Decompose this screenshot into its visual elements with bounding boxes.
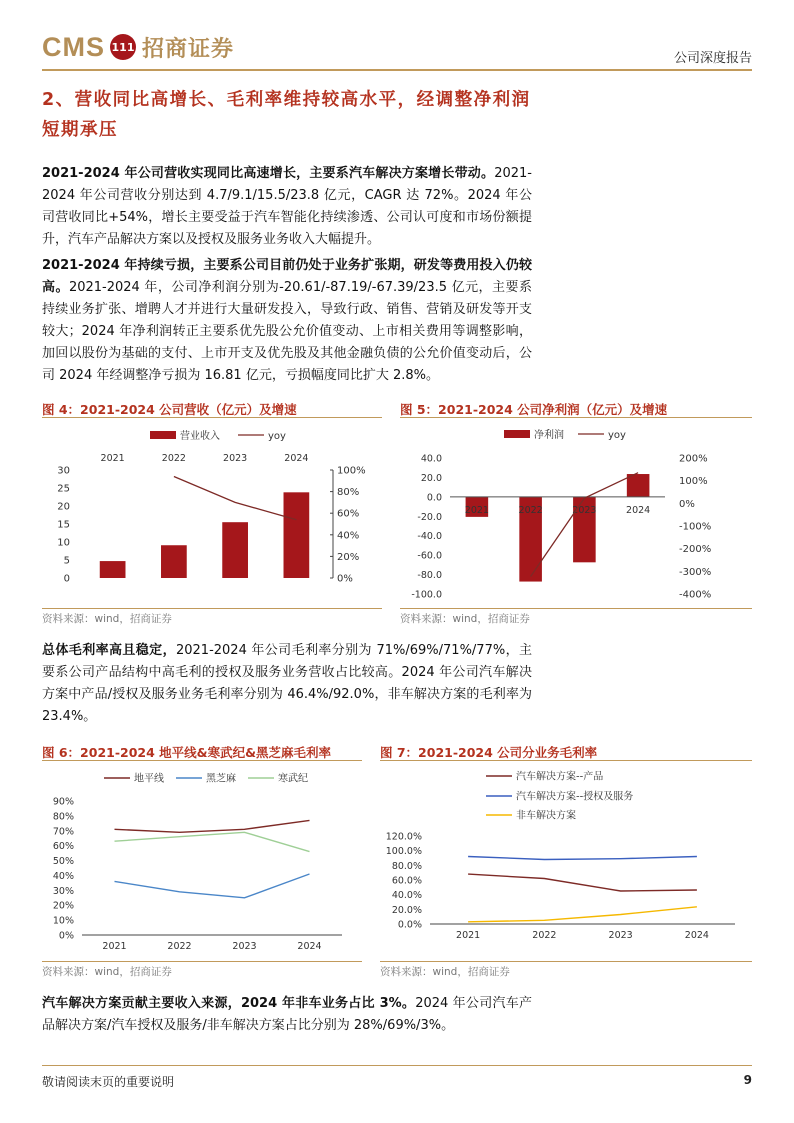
fig5-legend-bar-swatch (504, 430, 530, 438)
fig7-source: 资料来源：wind，招商证券 (380, 966, 510, 978)
fig5-profit-bar (627, 474, 650, 497)
fig5-yleft-tick: -100.0 (411, 589, 442, 601)
fig4-yright-tick: 20% (337, 551, 360, 563)
fig7-y-tick: 120.0% (385, 831, 422, 843)
fig7-category-label: 2022 (532, 930, 557, 941)
fig4-yleft-tick: 30 (57, 465, 70, 477)
paragraph-revenue-lead: 2021-2024 年公司营收实现同比高速增长，主要系汽车解决方案增长带动。 (42, 166, 495, 181)
logo-cn-text: 招商证券 (142, 35, 235, 62)
fig7-category-label: 2021 (456, 930, 481, 941)
fig5-yright-tick: -100% (679, 521, 712, 533)
fig6-legend-label: 地平线 (134, 773, 164, 785)
fig5-yright-tick: 100% (679, 476, 708, 488)
paragraph-revenue-body: 2021-2024 年公司营收分别达到 4.7/9.1/15.5/23.8 亿元，CAGR 达 72%。2024 年公司营收同比+54%，增长主要受益于汽车智能化持续渗透、公司认可度和市场份额提升，汽车产品解决方案以及授权及服务业务收入大幅提升。 (42, 166, 532, 247)
fig5-category-label: 2024 (626, 504, 651, 516)
fig4-category-label: 2024 (284, 453, 309, 464)
fig4-yright-tick: 100% (337, 465, 366, 477)
fig5-category-label: 2021 (464, 504, 489, 516)
fig6-y-tick: 10% (52, 915, 74, 927)
fig4-revenue-bar (100, 561, 126, 578)
brand-logo (42, 30, 234, 64)
paragraph-mix-body: 2024 年公司汽车产品解决方案/汽车授权及服务/非车解决方案占比分别为 28%/69%/3%。 (42, 996, 532, 1033)
fig5-legend-line-label: yoy (608, 430, 626, 441)
fig6-y-tick: 60% (52, 841, 74, 853)
paragraph-mix-lead: 汽车解决方案贡献主要收入来源，2024 年非车业务占比 3%。 (42, 996, 416, 1011)
document-type: 公司深度报告 (673, 51, 752, 66)
fig5-title: 图 5：2021-2024 公司净利润（亿元）及增速 (400, 402, 668, 417)
fig6-legend-label: 寒武纪 (278, 773, 308, 785)
fig4-title: 图 4：2021-2024 公司营收（亿元）及增速 (42, 402, 297, 417)
fig4-yright-tick: 80% (337, 487, 360, 499)
fig6-y-tick: 20% (52, 900, 74, 912)
logo-emblem-icon: 111 (110, 34, 136, 60)
fig5-yleft-tick: 20.0 (420, 472, 442, 484)
paragraph-margin-lead: 总体毛利率高且稳定， (42, 643, 176, 658)
fig4-yleft-tick: 20 (57, 501, 70, 513)
fig6-chart (42, 763, 362, 958)
fig5-yleft-tick: 0.0 (426, 492, 442, 504)
fig5-yleft-tick: 40.0 (420, 453, 442, 465)
fig6-category-label: 2023 (232, 941, 257, 952)
fig5-yleft-tick: -60.0 (417, 550, 442, 562)
paragraph-margin (42, 640, 532, 728)
fig6-y-tick: 40% (52, 870, 74, 882)
fig6-legend-label: 黑芝麻 (206, 773, 236, 785)
fig6-series-line (115, 874, 310, 898)
fig5-yleft-tick: -40.0 (417, 531, 442, 543)
paragraph-mix (42, 993, 532, 1037)
fig4-yleft-tick: 10 (57, 537, 70, 549)
fig6-category-label: 2021 (102, 941, 127, 952)
logo-cms-text: CMS (42, 31, 105, 62)
section-title (42, 85, 542, 145)
fig5-yright-tick: 200% (679, 453, 708, 465)
footer-divider (42, 1065, 752, 1066)
fig5-chart (400, 420, 752, 605)
fig7-title: 图 7：2021-2024 公司分业务毛利率 (380, 745, 598, 760)
fig4-yright-tick: 40% (337, 530, 360, 542)
fig4-yleft-tick: 0 (63, 573, 70, 585)
fig6-source: 资料来源：wind，招商证券 (42, 966, 172, 978)
fig6-title: 图 6：2021-2024 地平线&寒武纪&黑芝麻毛利率 (42, 745, 331, 760)
fig6-y-tick: 0% (58, 930, 74, 942)
fig4-category-label: 2023 (223, 453, 248, 464)
fig4-revenue-bar (222, 522, 248, 578)
fig4-category-label: 2022 (161, 453, 186, 464)
fig4-yoy-line (174, 477, 297, 520)
fig7-legend-label: 汽车解决方案--产品 (516, 771, 604, 783)
fig6-category-label: 2022 (167, 941, 192, 952)
fig6-y-tick: 90% (52, 796, 74, 808)
fig6-series-line (115, 832, 310, 851)
paragraph-profit (42, 255, 532, 387)
fig7-y-tick: 40.0% (391, 890, 422, 902)
fig7-y-tick: 20.0% (391, 904, 422, 916)
fig4-legend-bar-label: 营业收入 (180, 431, 220, 442)
fig4-category-label: 2021 (100, 453, 125, 464)
fig4-yleft-tick: 25 (57, 483, 70, 495)
fig4-revenue-bar (284, 492, 310, 578)
fig5-yleft-tick: -20.0 (417, 511, 442, 523)
fig7-series-line (468, 857, 697, 860)
fig5-yright-tick: -400% (679, 589, 712, 601)
fig4-legend-bar-swatch (150, 431, 176, 439)
footer-note: 敬请阅读末页的重要说明 (42, 1075, 175, 1089)
fig7-y-tick: 100.0% (385, 846, 422, 858)
fig4-yright-tick: 0% (337, 573, 353, 585)
fig6-y-tick: 50% (52, 856, 74, 868)
paragraph-revenue (42, 163, 532, 251)
fig7-bottom-rule (380, 961, 752, 962)
fig4-source: 资料来源：wind，招商证券 (42, 613, 172, 625)
fig6-y-tick: 70% (52, 826, 74, 838)
fig4-revenue-bar (161, 545, 187, 578)
fig7-series-line (468, 874, 697, 891)
fig6-y-tick: 80% (52, 811, 74, 823)
fig5-yright-tick: 0% (679, 498, 695, 510)
fig7-category-label: 2023 (608, 930, 633, 941)
fig6-category-label: 2024 (297, 941, 322, 952)
fig4-yleft-tick: 15 (57, 519, 70, 531)
fig5-yright-tick: -300% (679, 566, 712, 578)
fig5-title-rule (400, 417, 752, 418)
fig4-yleft-tick: 5 (63, 555, 70, 567)
fig4-title-rule (42, 417, 382, 418)
fig6-bottom-rule (42, 961, 362, 962)
fig7-y-tick: 80.0% (391, 860, 422, 872)
fig5-category-label: 2023 (572, 504, 597, 516)
paragraph-margin-body: 2021-2024 年公司毛利率分别为 71%/69%/71%/77%，主要系公司产品结构中高毛利的授权及服务业务营收占比较高。2024 年公司汽车解决方案中产品/授权及服务业务毛利率分别为 46.4%/92.0%，非车解决方案的毛利率为 23.4%。 (42, 643, 532, 724)
fig5-legend-bar-label: 净利润 (534, 430, 564, 441)
fig7-y-tick: 0.0% (397, 919, 422, 931)
fig6-series-line (115, 820, 310, 832)
fig5-yright-tick: -200% (679, 544, 712, 556)
fig7-legend-label: 汽车解决方案--授权及服务 (516, 791, 634, 803)
header-divider (42, 69, 752, 71)
paragraph-profit-body: 2021-2024 年，公司净利润分别为-20.61/-87.19/-67.39/23.5 亿元，主要系持续业务扩张、增聘人才并进行大量研发投入，导致行政、销售、营销及研发等开支较大；2024 年净利润转正主要系优先股公允价值变动、上市相关费用等调整影响，加回以股份为基础的支付、上市开支及优先股及其他金融负债的公允价值变动后，公司 2024 年经调整净亏损为 16.81 亿元，亏损幅度同比扩大 2.8%。 (42, 280, 532, 383)
fig5-source: 资料来源：wind，招商证券 (400, 613, 530, 625)
fig4-legend-line-label: yoy (268, 431, 286, 442)
fig7-category-label: 2024 (684, 930, 709, 941)
fig4-chart (42, 420, 382, 605)
fig5-bottom-rule (400, 608, 752, 609)
fig5-yleft-tick: -80.0 (417, 570, 442, 582)
section-title-line1: 2、营收同比高增长、毛利率维持较高水平，经调整净利润 (42, 90, 531, 110)
section-title-line2: 短期承压 (42, 120, 118, 140)
page-number: 9 (743, 1073, 752, 1087)
fig7-legend-label: 非车解决方案 (516, 810, 576, 822)
fig7-series-line (468, 907, 697, 922)
fig7-chart (380, 763, 752, 958)
fig7-y-tick: 60.0% (391, 875, 422, 887)
fig4-yright-tick: 60% (337, 508, 360, 520)
fig6-title-rule (42, 760, 362, 761)
paragraph-profit-lead: 2021-2024 年持续亏损，主要系公司目前仍处于业务扩张期，研发等费用投入仍较高。 (42, 258, 532, 295)
fig7-title-rule (380, 760, 752, 761)
fig5-category-label: 2022 (518, 504, 543, 516)
fig4-bottom-rule (42, 608, 382, 609)
fig6-y-tick: 30% (52, 885, 74, 897)
